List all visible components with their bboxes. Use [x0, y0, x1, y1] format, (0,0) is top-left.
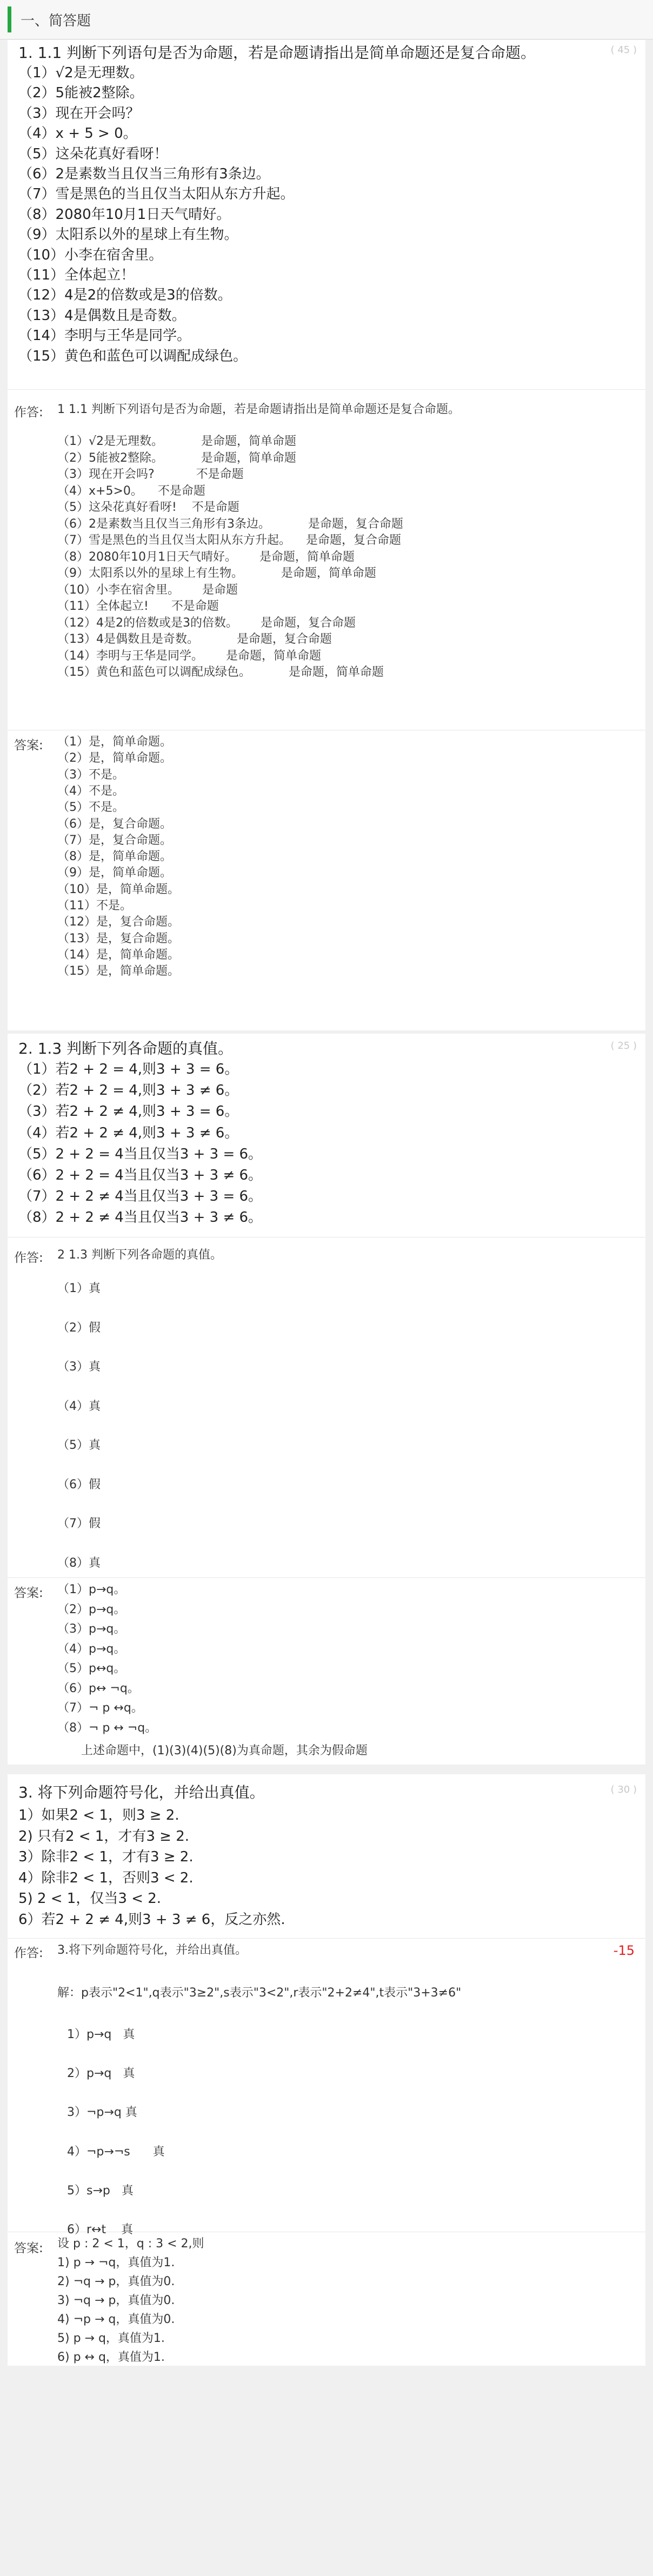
question-3-title: 3. 将下列命题符号化，并给出真值。 [18, 1783, 265, 1801]
work-label: 作答: [14, 405, 43, 420]
answer-line: 设 p : 2 < 1，q : 3 < 2,则 [57, 2237, 204, 2251]
work-line: （11）全体起立! 不是命题 [57, 600, 219, 613]
answer-line: 6) p ↔ q，真值为1. [57, 2351, 165, 2364]
work-line: （5）这朵花真好看呀! 不是命题 [57, 501, 239, 514]
answer-line: （14）是，简单命题。 [57, 948, 179, 962]
question-item: （10）小李在宿舍里。 [18, 247, 163, 263]
question-item: （2）若2 + 2 = 4,则3 + 3 ≠ 6。 [18, 1082, 239, 1099]
work-line: （6）假 [57, 1477, 101, 1492]
divider [8, 1938, 645, 1939]
work-line: （2）假 [57, 1321, 101, 1335]
work-line: 5）s→p 真 [67, 2184, 134, 2198]
question-3-card [8, 1774, 645, 2366]
question-item: （4）x + 5 > 0。 [18, 125, 137, 142]
question-item: （15）黄色和蓝色可以调配成绿色。 [18, 348, 248, 364]
question-1-score: ( 45 ) [610, 44, 637, 56]
score-deduction: -15 [613, 1943, 635, 1958]
work-line: （9）太阳系以外的星球上有生物。 是命题，简单命题 [57, 567, 376, 580]
work-line: （1）√2是无理数。 是命题，简单命题 [57, 435, 296, 448]
work-line: （14）李明与王华是同学。 是命题，简单命题 [57, 649, 321, 663]
question-2-title: 2. 1.3 判断下列各命题的真值。 [18, 1040, 234, 1057]
work-line: （7）雪是黑色的当且仅当太阳从东方升起。 是命题，复合命题 [57, 534, 401, 547]
answer-line: 2) ¬q → p，真值为0. [57, 2275, 175, 2288]
answer-line: （15）是，简单命题。 [57, 964, 179, 979]
answer-line: （12）是，复合命题。 [57, 915, 179, 929]
question-item: （7）雪是黑色的当且仅当太阳从东方升起。 [18, 186, 295, 203]
question-item: （13）4是偶数且是奇数。 [18, 307, 186, 324]
answer-line: （13）是，复合命题。 [57, 931, 179, 946]
answer-line: （8）¬ p ↔ ¬q。 [57, 1721, 157, 1735]
question-item: （12）4是2的倍数或是3的倍数。 [18, 287, 232, 304]
question-item: （1）若2 + 2 = 4,则3 + 3 = 6。 [18, 1061, 239, 1077]
work-line: （12）4是2的倍数或是3的倍数。 是命题，复合命题 [57, 616, 356, 630]
question-item: （2）5能被2整除。 [18, 85, 144, 102]
divider [8, 1577, 645, 1578]
question-item: （5）2 + 2 = 4当且仅当3 + 3 = 6。 [18, 1146, 263, 1162]
work-label: 作答: [14, 1251, 43, 1265]
answer-line: （10）是，简单命题。 [57, 882, 179, 896]
work-title: 2 1.3 判断下列各命题的真值。 [57, 1248, 222, 1262]
work-line: 4）¬p→¬s 真 [67, 2145, 165, 2159]
work-intro: 解：p表示"2<1",q表示"3≥2",s表示"3<2",r表示"2+2≠4",t表示"3+3≠6" [57, 1986, 462, 2000]
work-line: （2）5能被2整除。 是命题，简单命题 [57, 451, 296, 465]
answer-label: 答案: [14, 2241, 43, 2255]
work-line: 6）r↔t 真 [67, 2223, 134, 2236]
work-line: （10）小李在宿舍里。 是命题 [57, 583, 238, 597]
answer-note: 上述命题中，(1)(3)(4)(5)(8)为真命题，其余为假命题 [81, 1744, 368, 1758]
question-1-card [8, 40, 645, 1030]
answer-line: 4) ¬p → q，真值为0. [57, 2313, 175, 2326]
question-item: 5) 2 < 1，仅当3 < 2. [18, 1891, 162, 1907]
work-line: （3）现在开会吗? 不是命题 [57, 468, 244, 481]
answer-line: （6）是，复合命题。 [57, 817, 172, 831]
section-title: 一、简答题 [21, 13, 91, 29]
answer-line: （4）不是。 [57, 784, 124, 798]
work-line: （8）2080年10月1日天气晴好。 是命题，简单命题 [57, 550, 355, 564]
section-header [0, 0, 653, 39]
work-line: （6）2是素数当且仅当三角形有3条边。 是命题，复合命题 [57, 517, 403, 531]
answer-line: 1) p → ¬q，真值为1. [57, 2256, 175, 2269]
question-item: （14）李明与王华是同学。 [18, 328, 191, 344]
answer-line: （3）不是。 [57, 768, 124, 782]
answer-label: 答案: [14, 1586, 43, 1600]
question-item: 3）除非2 < 1，才有3 ≥ 2. [18, 1849, 194, 1865]
work-line: （5）真 [57, 1439, 101, 1452]
section-accent-bar [8, 6, 11, 32]
work-line: （13）4是偶数且是奇数。 是命题，复合命题 [57, 633, 332, 646]
divider [8, 389, 645, 390]
question-item: （3）若2 + 2 ≠ 4,则3 + 3 = 6。 [18, 1103, 239, 1120]
question-item: （4）若2 + 2 ≠ 4,则3 + 3 ≠ 6。 [18, 1124, 239, 1141]
work-title: 3.将下列命题符号化，并给出真值。 [57, 1943, 247, 1957]
answer-line: （8）是，简单命题。 [57, 850, 172, 864]
answer-line: （5）p↔q。 [57, 1662, 126, 1675]
answer-line: 3) ¬q → p，真值为0. [57, 2294, 175, 2307]
answer-line: （3）p→q。 [57, 1622, 126, 1636]
work-title: 1 1.1 判断下列语句是否为命题，若是命题请指出是简单命题还是复合命题。 [57, 403, 460, 416]
work-line: （15）黄色和蓝色可以调配成绿色。 是命题，简单命题 [57, 665, 384, 679]
answer-line: （7）¬ p ↔q。 [57, 1701, 143, 1715]
work-line: （3）真 [57, 1360, 101, 1374]
answer-line: （6）p↔ ¬q。 [57, 1681, 139, 1695]
question-item: （5）这朵花真好看呀！ [18, 145, 168, 162]
question-1-title: 1. 1.1 判断下列语句是否为命题，若是命题请指出是简单命题还是复合命题。 [18, 44, 536, 62]
answer-line: （2）p→q。 [57, 1602, 126, 1616]
answer-line: （4）p→q。 [57, 1642, 126, 1656]
question-item: （11）全体起立！ [18, 267, 135, 283]
question-item: （6）2 + 2 = 4当且仅当3 + 3 ≠ 6。 [18, 1167, 263, 1183]
question-item: （7）2 + 2 ≠ 4当且仅当3 + 3 = 6。 [18, 1188, 263, 1205]
answer-line: （5）不是。 [57, 801, 124, 815]
question-2-card [8, 1034, 645, 1765]
answer-line: （1）p→q。 [57, 1583, 126, 1596]
question-2-score: ( 25 ) [610, 1040, 637, 1051]
question-item: （9）太阳系以外的星球上有生物。 [18, 227, 238, 243]
work-line: （4）真 [57, 1399, 101, 1413]
question-item: （1）√2是无理数。 [18, 65, 144, 81]
work-line: （4）x+5>0。 不是命题 [57, 484, 205, 498]
question-item: 2) 只有2 < 1，才有3 ≥ 2. [18, 1828, 190, 1845]
work-line: （7）假 [57, 1517, 101, 1530]
work-line: 1）p→q 真 [67, 2028, 135, 2041]
work-line: 3）¬p→q 真 [67, 2106, 137, 2120]
answer-line: （11）不是。 [57, 899, 132, 913]
answer-line: （7）是，复合命题。 [57, 833, 172, 847]
answer-line: （2）是，简单命题。 [57, 751, 172, 766]
answer-line: （9）是，简单命题。 [57, 866, 172, 880]
answer-line: 5) p → q，真值为1. [57, 2332, 165, 2345]
question-item: 4）除非2 < 1，否则3 < 2. [18, 1869, 194, 1886]
question-item: 6）若2 + 2 ≠ 4,则3 + 3 ≠ 6，反之亦然. [18, 1911, 285, 1928]
question-item: （8）2 + 2 ≠ 4当且仅当3 + 3 ≠ 6。 [18, 1209, 263, 1226]
question-item: （3）现在开会吗？ [18, 105, 140, 122]
work-line: 2）p→q 真 [67, 2067, 135, 2081]
question-item: 1）如果2 < 1，则3 ≥ 2. [18, 1807, 179, 1823]
work-line: （1）真 [57, 1282, 101, 1295]
question-item: （8）2080年10月1日天气晴好。 [18, 206, 231, 223]
work-label: 作答: [14, 1946, 43, 1960]
question-item: （6）2是素数当且仅当三角形有3条边。 [18, 166, 270, 182]
answer-label: 答案: [14, 738, 43, 753]
answer-line: （1）是，简单命题。 [57, 735, 172, 749]
work-line: （8）真 [57, 1556, 101, 1570]
question-3-score: ( 30 ) [610, 1784, 637, 1795]
